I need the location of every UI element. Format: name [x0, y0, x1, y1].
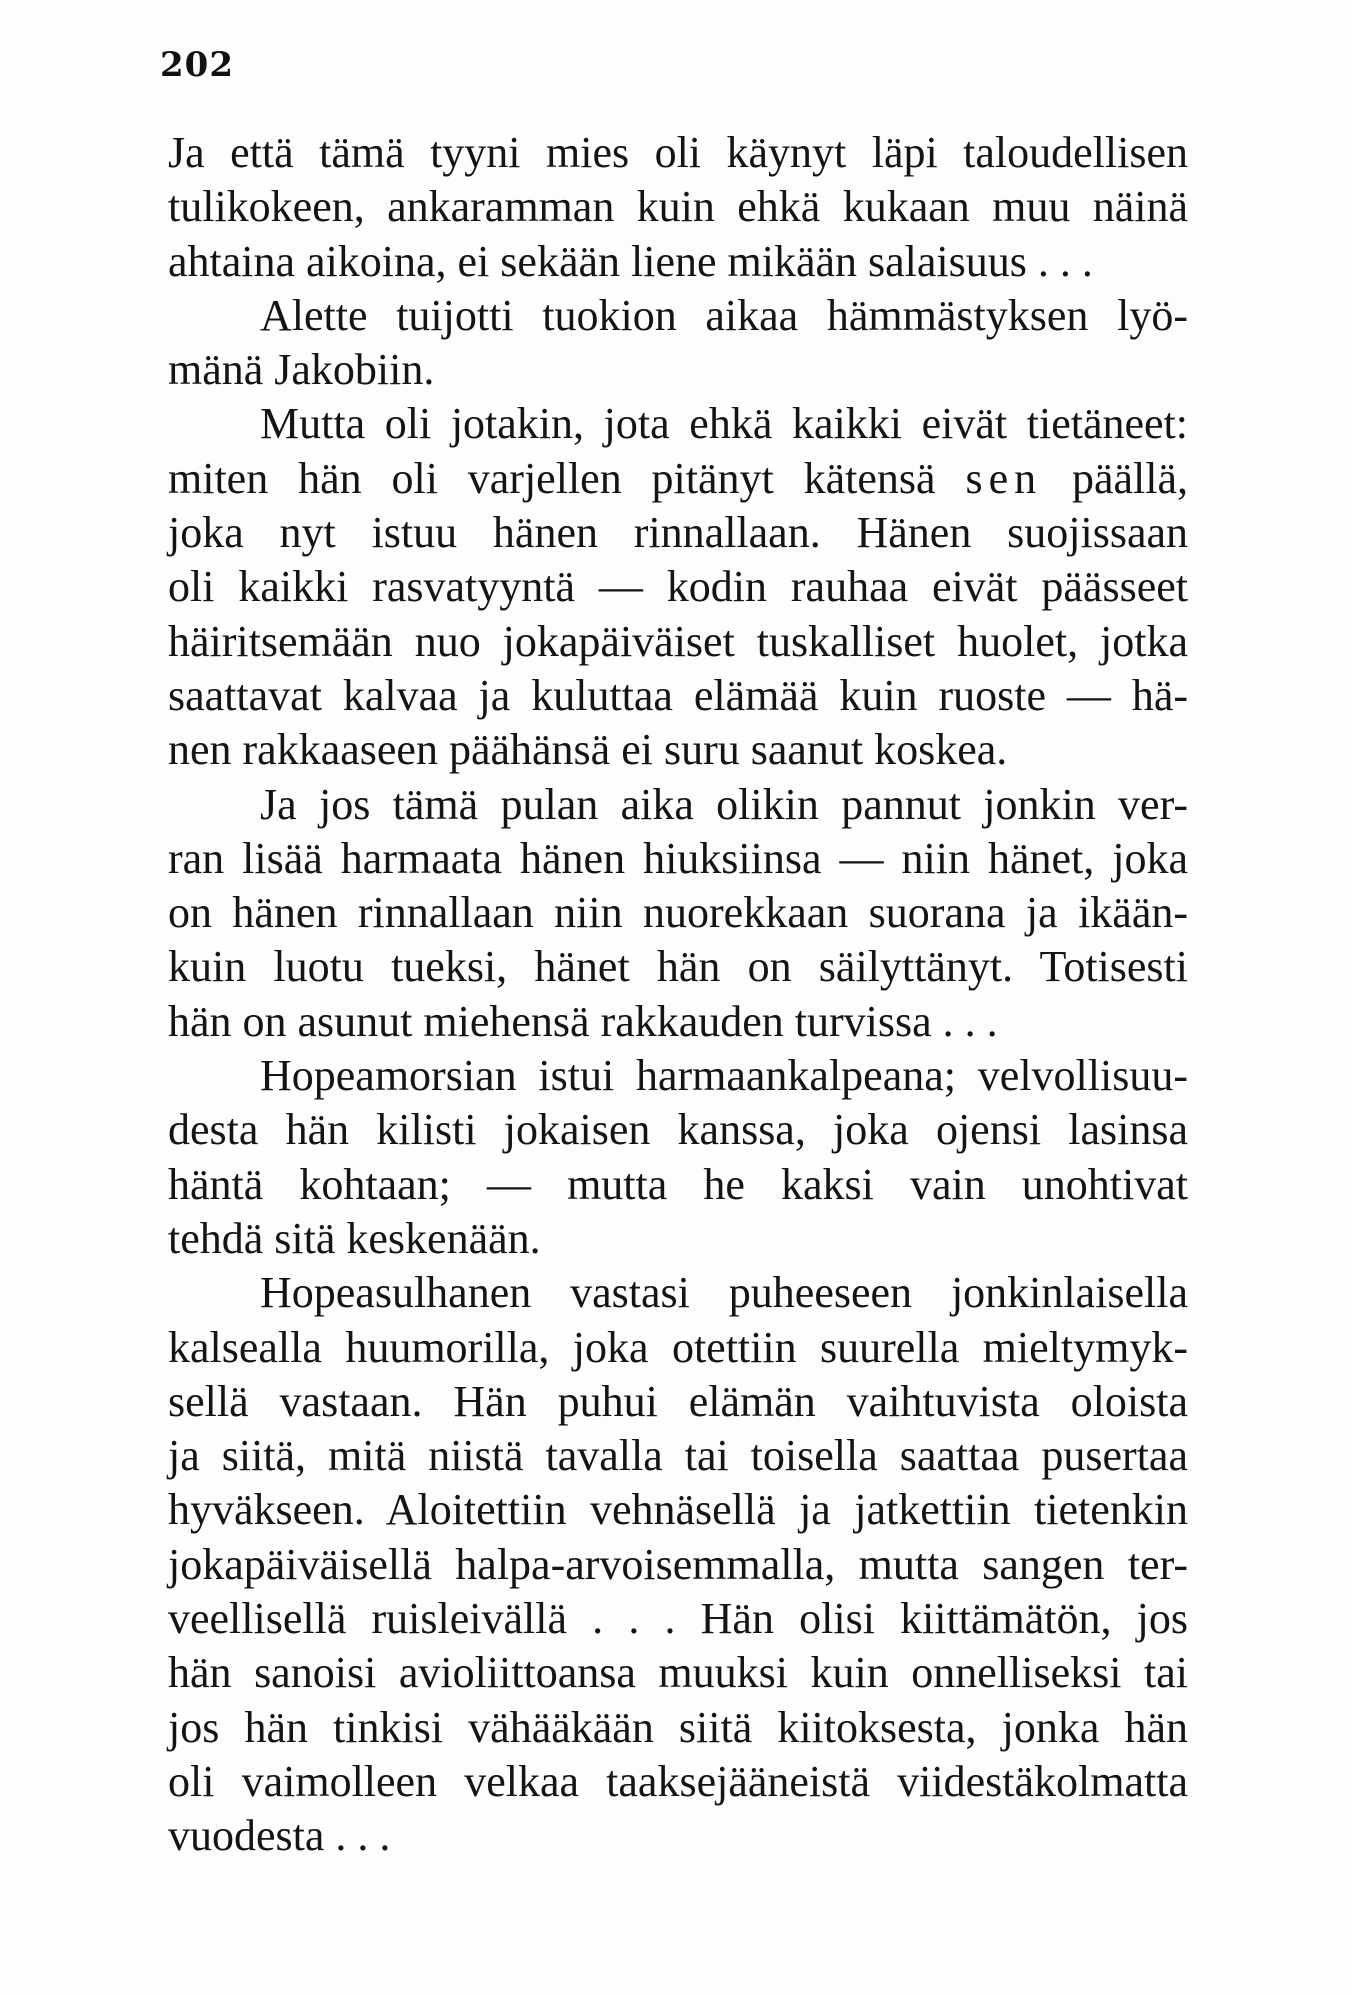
- text-line: ran lisää harmaata hänen hiuksiinsa — niin hänet, joka: [168, 833, 1188, 883]
- text-line: Alette tuijotti tuokion aikaa hämmästyksen lyö-: [260, 290, 1188, 340]
- text-line: vuodesta . . .: [168, 1811, 391, 1861]
- text-line: veellisellä ruisleivällä . . . Hän olisi kiittämätön, jos: [168, 1594, 1188, 1644]
- text-line: häntä kohtaan; — mutta he kaksi vain unohtivat: [168, 1159, 1188, 1209]
- text-line: hän sanoisi avioliittoansa muuksi kuin onnelliseksi tai: [168, 1648, 1188, 1698]
- text-line: jos hän tinkisi vähääkään siitä kiitoksesta, jonka hän: [168, 1702, 1188, 1752]
- text-segment: päällä,: [1071, 453, 1189, 503]
- text-line-with-emphasis: [168, 452, 1188, 506]
- text-line: Ja että tämä tyyni mies oli käynyt läpi taloudellisen: [168, 128, 1188, 177]
- text-line: sellä vastaan. Hän puhui elämän vaihtuvista oloista: [168, 1376, 1188, 1426]
- text-line: saattavat kalvaa ja kuluttaa elämää kuin ruoste — hä-: [168, 670, 1188, 720]
- text-line: mänä Jakobiin.: [168, 345, 435, 395]
- text-line: on hänen rinnallaan niin nuorekkaan suorana ja ikään-: [168, 888, 1188, 938]
- text-line: Mutta oli jotakin, jota ehkä kaikki eivät tietäneet:: [260, 399, 1188, 449]
- text-line: oli kaikki rasvatyyntä — kodin rauhaa eivät päässeet: [168, 562, 1188, 612]
- text-line: ja siitä, mitä niistä tavalla tai toisella saattaa pusertaa: [168, 1431, 1188, 1481]
- text-line: häiritsemään nuo jokapäiväiset tuskalliset huolet, jotka: [168, 616, 1188, 666]
- text-line: Hopeamorsian istui harmaankalpeana; velvollisuu-: [260, 1051, 1188, 1101]
- text-line: jokapäiväisellä halpa-arvoisemmalla, mutta sangen ter-: [168, 1539, 1188, 1589]
- text-line: oli vaimolleen velkaa taaksejääneistä viidestäkolmatta: [168, 1756, 1188, 1806]
- text-segment: miten hän oli varjellen pitänyt kätensä: [168, 453, 936, 503]
- text-line: hän on asunut miehensä rakkauden turvissa . . .: [168, 996, 998, 1046]
- text-line: ahtaina aikoina, ei sekään liene mikään salaisuus . . .: [168, 236, 1093, 286]
- text-line: tehdä sitä keskenään.: [168, 1213, 541, 1263]
- text-line: Ja jos tämä pulan aika olikin pannut jonkin ver-: [260, 779, 1188, 829]
- spaced-emphasis: sen: [965, 453, 1043, 503]
- text-line: Hopeasulhanen vastasi puheeseen jonkinlaisella: [260, 1268, 1188, 1318]
- page-number: 202: [160, 45, 234, 85]
- text-line: hyväkseen. Aloitettiin vehnäsellä ja jatkettiin tietenkin: [168, 1485, 1188, 1535]
- text-line: desta hän kilisti jokaisen kanssa, joka ojensi lasinsa: [168, 1105, 1188, 1155]
- text-line: joka nyt istuu hänen rinnallaan. Hänen suojissaan: [168, 508, 1188, 558]
- text-line: kalsealla huumorilla, joka otettiin suurella mieltymyk-: [168, 1322, 1188, 1372]
- body-text: [168, 126, 1188, 1864]
- text-line: kuin luotu tueksi, hänet hän on säilyttänyt. Totisesti: [168, 942, 1188, 992]
- text-line: tulikokeen, ankaramman kuin ehkä kukaan muu näinä: [168, 182, 1188, 232]
- text-line: nen rakkaaseen päähänsä ei suru saanut koskea.: [168, 725, 1008, 775]
